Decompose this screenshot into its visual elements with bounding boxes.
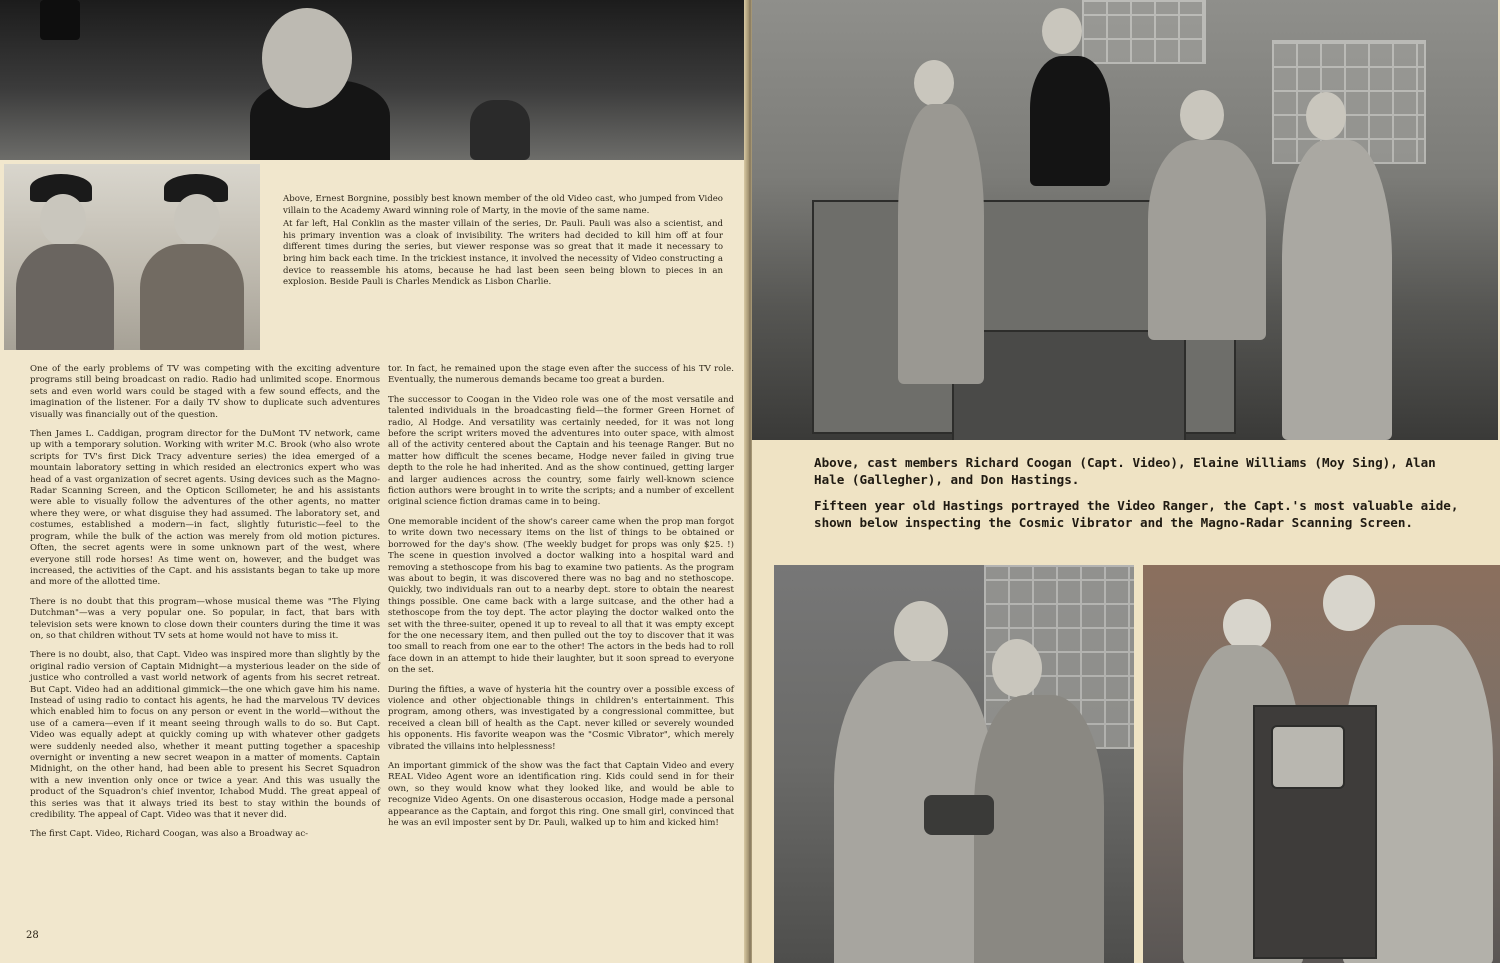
helmet-ranger: [1223, 599, 1271, 651]
background-figure: [470, 100, 530, 160]
paragraph: There is no doubt that this program—whose musical theme was "The Flying Dutchman"—was a very popular one. So popular, in fact, that bars with television sets were known to close down their counters during the time it was on, so that children without TV sets at home would not have to miss it.: [30, 596, 380, 641]
paragraph: An important gimmick of the show was the fact that Captain Video and every REAL Video Agent wore an identification ring. Kids could send in for their own, so they would know what they looked like, and would be able to recognize Video Agents. On one disasterous occasion, Hodge made a personal appearance as the Captain, and forgot this ring. One small girl, convinced that he was an evil imposter sent by Dr. Pauli, walked up to him and kicked him!: [388, 761, 734, 829]
paragraph: One of the early problems of TV was competing with the exciting adventure programs still being broadcast on radio. Radio had unlimited scope. Enormous sets and even world wars could be staged with a few sound effects, and the imagination of the listener. For a daily TV show to duplicate such adventures visually was financially out of the question.: [30, 364, 380, 420]
figure-williams: [1030, 56, 1110, 186]
magno-radar-screen: [1271, 725, 1345, 789]
page-number: 28: [26, 930, 39, 941]
head-captain: [894, 601, 948, 663]
paragraph: tor. In fact, he remained upon the stage even after the success of his TV role. Eventually, the numerous demands became too great a burden.: [388, 364, 734, 386]
head-hastings: [1306, 92, 1346, 140]
article-column-1: [30, 364, 380, 849]
studio-light: [40, 0, 80, 40]
coat-left: [16, 244, 114, 350]
figure-hale: [1148, 140, 1266, 340]
caption-cast: Above, cast members Richard Coogan (Capt. Video), Elaine Williams (Moy Sing), Alan Hale (Gallegher), and Don Hastings.: [814, 455, 1436, 487]
caption-hastings: Fifteen year old Hastings portrayed the Video Ranger, the Capt.'s most valuable aide, shown below inspecting the Cosmic Vibrator and the Magno-Radar Scanning Screen.: [814, 498, 1459, 530]
paragraph: There is no doubt, also, that Capt. Video was inspired more than slightly by the original radio version of Captain Midnight—a mysterious leader on the side of justice who controlled a vast world network of agents from his secret retreat. But Capt. Video had an additional gimmick—the one which gave him his name. Instead of using radio to contact his agents, he had the marvelous TV devices which enabled him to focus on any person or event in the world—without the use of a camera—even if it meant seeing through walls to do so. But Capt. Video was equally adept at quickly coming up with whatever other gadgets were suddenly needed also, whether it meant putting together a spaceship overnight or inventing a new secret weapon in a matter of moments. Captain Midnight, on the other hand, had been able to present his Secret Squadron with a new invention only once or twice a year. And this was usually the product of the Squadron's chief inventor, Ichabod Mudd. The great appeal of this series was that it always tried its best to stay within the bounds of credibility. The appeal of Capt. Video was that it never did.: [30, 650, 380, 821]
caption-conklin: At far left, Hal Conklin as the master villain of the series, Dr. Pauli. Pauli was also a scientist, and his primary invention was a cloak of invisibility. The writers had decided to kill him off at four different times during the series, but viewer response was so great that it made it necessary to bring him back each time. In the trickiest instance, it involved the necessity of Video constructing a device to reassemble his atoms, because he had last been seen being blown to pieces in an explosion. Beside Pauli is Charles Mendick as Lisbon Charlie.: [283, 219, 723, 288]
caption-borgnine: Above, Ernest Borgnine, possibly best known member of the old Video cast, who jumped from Video villain to the Academy Award winning role of Marty, in the movie of the same name.: [283, 194, 723, 216]
figure-hastings: [1282, 140, 1392, 440]
right-page: [752, 0, 1500, 963]
head-hale: [1180, 90, 1224, 140]
figure-head: [262, 8, 352, 108]
photo-captions: [283, 194, 723, 291]
head-williams: [1042, 8, 1082, 54]
paragraph: During the fifties, a wave of hysteria hit the country over a possible excess of violence and other objectionable things in children's entertainment. This program, among others, was investigated by a congressional committee, but received a clean bill of health as the Capt. never killed or severely wounded his opponents. His favorite weapon was the "Cosmic Vibrator", which merely vibrated the villains into helplessness!: [388, 684, 734, 752]
paragraph: One memorable incident of the show's career came when the prop man forgot to write down two necessary items on the list of things to be obtained or borrowed for the day's show. (The weekly budget for props was only $25. !) The scene in question involved a doctor walking into a hospital ward and removing a stethoscope from his bag to examine two patients. As the program was about to begin, it was discovered there was no bag and no stethoscope. Quickly, two individuals ran out to a nearby dept. store to obtain the nearest things possible. One came back with a large suitcase, and the other had a stethoscope from the toy dept. The actor playing the doctor walked onto the set with the three-suiter, opened it up to reveal to all that it was empty except for the one necessary item, and then pulled out the toy to discover that it was too small to reach from one ear to the other! The actors in the beds had to roll face down in an attempt to hide their laughter, but it soon spread to everyone on the set.: [388, 516, 734, 676]
article-column-2: [388, 364, 734, 837]
paragraph: The successor to Coogan in the Video role was one of the most versatile and talented individuals in the broadcasting field—the former Green Hornet of radio, Al Hodge. And versatility was certainly needed, for it was not long before the script writers moved the adventures into outer space, with almost all of the activity centered about the Captain and his teenage Ranger. But no matter how difficult the scenes became, Hodge never failed in giving true depth to the role he had inherited. And as the show continued, getting larger and larger audiences across the country, some fairly well-known science fiction authors were brought in to write the scripts; and a number of excellent original science fiction dramas came in to being.: [388, 394, 734, 508]
head-coogan: [914, 60, 954, 106]
coat-right: [140, 244, 244, 350]
figure-coogan: [898, 104, 984, 384]
cast-photo: [752, 0, 1498, 440]
scanning-screen-photo: [1143, 565, 1500, 963]
desk: [952, 330, 1186, 440]
head-ranger: [992, 639, 1042, 697]
cosmic-vibrator-photo: [774, 565, 1134, 963]
paragraph: Then James L. Caddigan, program director for the DuMont TV network, came up with a temporary solution. Working with writer M.C. Brook (who also wrote scripts for TV's first Dick Tracy adventure series) the idea emerged of a mountain laboratory setting in which resided an electronics expert who was head of a vast organization of secret agents. Using devices such as the Magno-Radar Scanning Screen, and the Opticon Scillometer, he and his assistants were able to visually follow the adventures of the other agents, no matter where they were, or what disguise they had assumed. The laboratory set, and costumes, established a modern—in fact, slightly futuristic—feel to the program, while the bulk of the action was merely from old motion pictures. Often, the secret agents were in some unknown part of the west, where everyone still rode horses! As time went on, however, and the budget was increased, the activities of the Capt. and his assistants began to take up more and more of the allotted time.: [30, 429, 380, 588]
left-page: [0, 0, 748, 963]
borgnine-photo: [0, 0, 745, 160]
cosmic-vibrator: [924, 795, 994, 835]
head-right: [174, 194, 220, 246]
conklin-mendick-photo: [4, 164, 260, 350]
right-captions: [814, 454, 1462, 540]
paragraph: The first Capt. Video, Richard Coogan, was also a Broadway ac-: [30, 829, 309, 840]
helmet-captain: [1323, 575, 1375, 631]
head-left: [40, 194, 86, 246]
lab-window: [1082, 0, 1206, 64]
